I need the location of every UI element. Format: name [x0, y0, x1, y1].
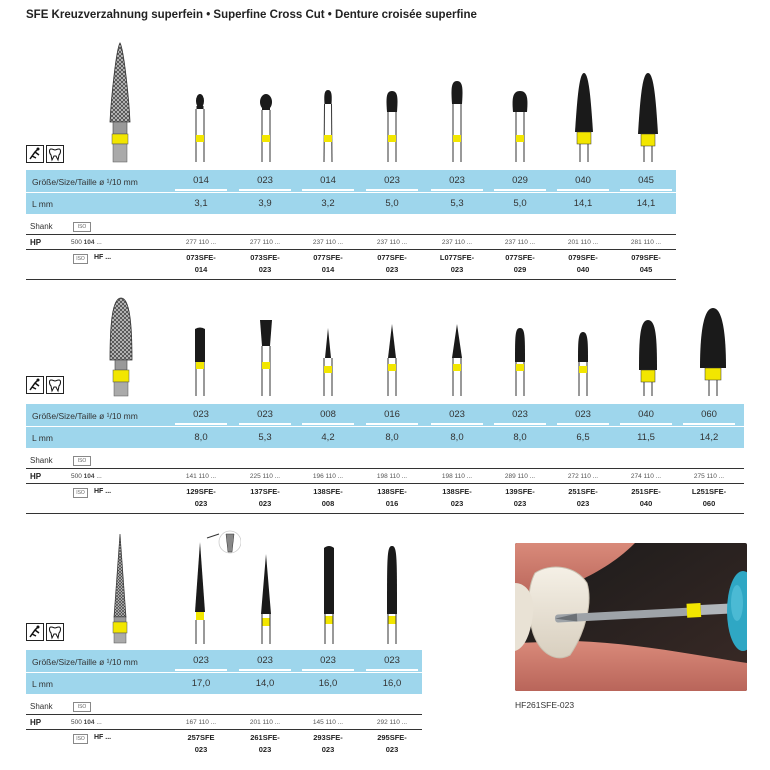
catalog-number: 077SFE- 023	[377, 253, 407, 274]
divider	[26, 483, 744, 484]
tool-251SFE-040	[635, 318, 661, 398]
size-label: Größe/Size/Taille ø ¹/10 mm	[32, 411, 138, 421]
divider	[26, 513, 744, 514]
catalog-number: 251SFE- 023	[568, 487, 598, 508]
size-cell: 060	[679, 404, 739, 426]
catalog-number: 295SFE- 023	[377, 733, 407, 754]
catalog-number: L251SFE- 060	[691, 487, 727, 508]
size-cell: 008	[298, 404, 358, 426]
hp-code: 289 110 ...	[504, 473, 536, 480]
hp-code: 237 110 ...	[312, 239, 344, 246]
hp-code: 281 110 ...	[630, 239, 662, 246]
catalog-number: 138SFE- 008	[313, 487, 343, 508]
tool-139SFE-023	[508, 326, 532, 398]
catalog-number: 138SFE- 023	[442, 487, 472, 508]
divider	[620, 189, 672, 191]
hp-number: 500 104 ...	[71, 473, 102, 480]
size-cell: 023	[298, 650, 358, 672]
tooth-icon	[46, 623, 64, 641]
tool-077SFE-029	[508, 90, 532, 164]
hp-label: HP	[30, 238, 42, 247]
tool-295SFE-023	[380, 544, 404, 646]
clinical-photo	[515, 543, 747, 691]
divider	[302, 423, 354, 425]
size-row	[26, 170, 676, 192]
size-cell: 023	[362, 650, 422, 672]
size-label: Größe/Size/Taille ø ¹/10 mm	[32, 177, 138, 187]
size-cell: 023	[427, 170, 487, 192]
shank-label: Shank	[30, 222, 53, 231]
shank-iso-badge: ISO	[73, 222, 91, 232]
tool-077SFE-023	[380, 90, 404, 164]
hp-code: 272 110 ...	[567, 473, 599, 480]
divider	[366, 669, 418, 671]
catalog-number: 079SFE- 040	[568, 253, 598, 274]
catalog-number: 137SFE- 023	[250, 487, 280, 508]
size-cell: 014	[171, 170, 231, 192]
lmm-row: L mm 3,1 3,9 3,2 5,0 5,3 5,0 14,1 14,1	[26, 193, 676, 214]
hero-bur-image	[100, 40, 140, 165]
divider	[239, 189, 291, 191]
divider	[26, 279, 676, 280]
catalog-number: 138SFE- 016	[377, 487, 407, 508]
size-cell: 023	[362, 170, 422, 192]
tool-073SFE-014	[188, 92, 212, 164]
tool-079SFE-045	[635, 72, 661, 164]
hp-code: 274 110 ...	[630, 473, 662, 480]
catalog-number: 257SFE 023	[187, 733, 215, 754]
hp-label: HP	[30, 718, 42, 727]
lmm-label: L mm	[32, 433, 53, 443]
divider	[366, 189, 418, 191]
tool-129SFE-023	[188, 326, 212, 398]
hf-label: HF ...	[94, 254, 112, 261]
tool-079SFE-040	[571, 72, 597, 164]
size-cell: 023	[427, 404, 487, 426]
divider	[302, 189, 354, 191]
shank-label: Shank	[30, 456, 53, 465]
catalog-number: 077SFE- 014	[313, 253, 343, 274]
tool-137SFE-023	[254, 318, 278, 398]
tool-077SFE-014	[316, 88, 340, 164]
hp-code: 145 110 ...	[312, 719, 344, 726]
hf-iso-badge: ISO	[73, 488, 88, 498]
catalog-number: 251SFE- 040	[631, 487, 661, 508]
dental-handpiece-icon	[26, 145, 44, 163]
hp-code: 237 110 ...	[376, 239, 408, 246]
divider	[175, 423, 227, 425]
tool-138SFE-016	[380, 322, 404, 398]
divider	[26, 729, 422, 730]
divider	[26, 468, 744, 469]
hp-number: 500 104 ...	[71, 719, 102, 726]
divider	[494, 423, 546, 425]
size-cell: 014	[298, 170, 358, 192]
tool-261SFE-023	[254, 552, 278, 646]
hero-bur-image	[103, 296, 139, 398]
hero-bur-image	[108, 533, 132, 645]
size-cell: 023	[490, 404, 550, 426]
tooth-icon	[46, 376, 64, 394]
hp-label: HP	[30, 472, 42, 481]
lmm-label: L mm	[32, 679, 53, 689]
size-cell: 023	[171, 650, 231, 672]
divider	[26, 249, 676, 250]
hp-code: 167 110 ...	[185, 719, 217, 726]
divider	[557, 423, 609, 425]
size-label: Größe/Size/Taille ø ¹/10 mm	[32, 657, 138, 667]
divider	[494, 189, 546, 191]
hp-code: 225 110 ...	[249, 473, 281, 480]
tooth-icon	[46, 145, 64, 163]
catalog-number: 073SFE- 023	[250, 253, 280, 274]
hp-code: 198 110 ...	[441, 473, 473, 480]
size-row	[26, 404, 744, 426]
divider	[557, 189, 609, 191]
divider	[239, 423, 291, 425]
catalog-number: 077SFE- 029	[505, 253, 535, 274]
hp-code: 196 110 ...	[312, 473, 344, 480]
size-cell: 029	[490, 170, 550, 192]
hp-code: 237 110 ...	[504, 239, 536, 246]
divider	[431, 423, 483, 425]
tool-293SFE-023	[317, 544, 341, 646]
tool-251SFE-023	[571, 330, 595, 398]
hp-code: 198 110 ...	[376, 473, 408, 480]
size-cell: 040	[553, 170, 613, 192]
hp-code: 237 110 ...	[441, 239, 473, 246]
divider	[239, 669, 291, 671]
hp-code: 275 110 ...	[693, 473, 725, 480]
dental-handpiece-icon	[26, 623, 44, 641]
size-cell: 023	[235, 650, 295, 672]
tool-L077SFE-023	[445, 80, 469, 164]
hp-code: 141 110 ...	[185, 473, 217, 480]
size-cell: 040	[616, 404, 676, 426]
page-title: SFE Kreuzverzahnung superfein • Superfine Cross Cut • Denture croisée superfine	[26, 9, 477, 21]
size-cell: 016	[362, 404, 422, 426]
divider	[26, 714, 422, 715]
hp-code: 201 110 ...	[249, 719, 281, 726]
shank-iso-badge: ISO	[73, 702, 91, 712]
tool-257SFE-023	[188, 540, 212, 646]
catalog-number: 293SFE- 023	[313, 733, 343, 754]
catalog-number: 261SFE- 023	[250, 733, 280, 754]
tool-138SFE-023	[445, 322, 469, 398]
shank-label: Shank	[30, 702, 53, 711]
divider	[175, 669, 227, 671]
divider	[175, 189, 227, 191]
lmm-row: L mm 8,0 5,3 4,2 8,0 8,0 8,0 6,5 11,5 14,2	[26, 427, 744, 448]
lmm-row: L mm 17,0 14,0 16,0 16,0	[26, 673, 422, 694]
tool-138SFE-008	[316, 326, 340, 398]
shank-iso-badge: ISO	[73, 456, 91, 466]
hp-code: 292 110 ...	[376, 719, 408, 726]
catalog-number: 079SFE- 045	[631, 253, 661, 274]
tool-073SFE-023	[254, 92, 278, 164]
catalog-number: L077SFE- 023	[439, 253, 475, 274]
catalog-number: 073SFE- 014	[186, 253, 216, 274]
divider	[431, 189, 483, 191]
hp-code: 277 110 ...	[185, 239, 217, 246]
divider	[302, 669, 354, 671]
hp-number: 500 104 ...	[71, 239, 102, 246]
divider	[366, 423, 418, 425]
size-cell: 045	[616, 170, 676, 192]
hp-code: 201 110 ...	[567, 239, 599, 246]
hp-code: 277 110 ...	[249, 239, 281, 246]
size-row	[26, 650, 422, 672]
size-cell: 023	[553, 404, 613, 426]
tool-L251SFE-060	[697, 306, 729, 398]
dental-handpiece-icon	[26, 376, 44, 394]
catalog-number: 129SFE- 023	[186, 487, 216, 508]
lmm-label: L mm	[32, 199, 53, 209]
hf-iso-badge: ISO	[73, 734, 88, 744]
hf-label: HF ...	[94, 734, 112, 741]
hf-label: HF ...	[94, 488, 112, 495]
divider	[683, 423, 735, 425]
size-cell: 023	[171, 404, 231, 426]
size-cell: 023	[235, 404, 295, 426]
size-cell: 023	[235, 170, 295, 192]
divider	[620, 423, 672, 425]
photo-caption: HF261SFE-023	[515, 700, 575, 710]
divider	[26, 234, 676, 235]
hf-iso-badge: ISO	[73, 254, 88, 264]
catalog-number: 139SFE- 023	[505, 487, 535, 508]
